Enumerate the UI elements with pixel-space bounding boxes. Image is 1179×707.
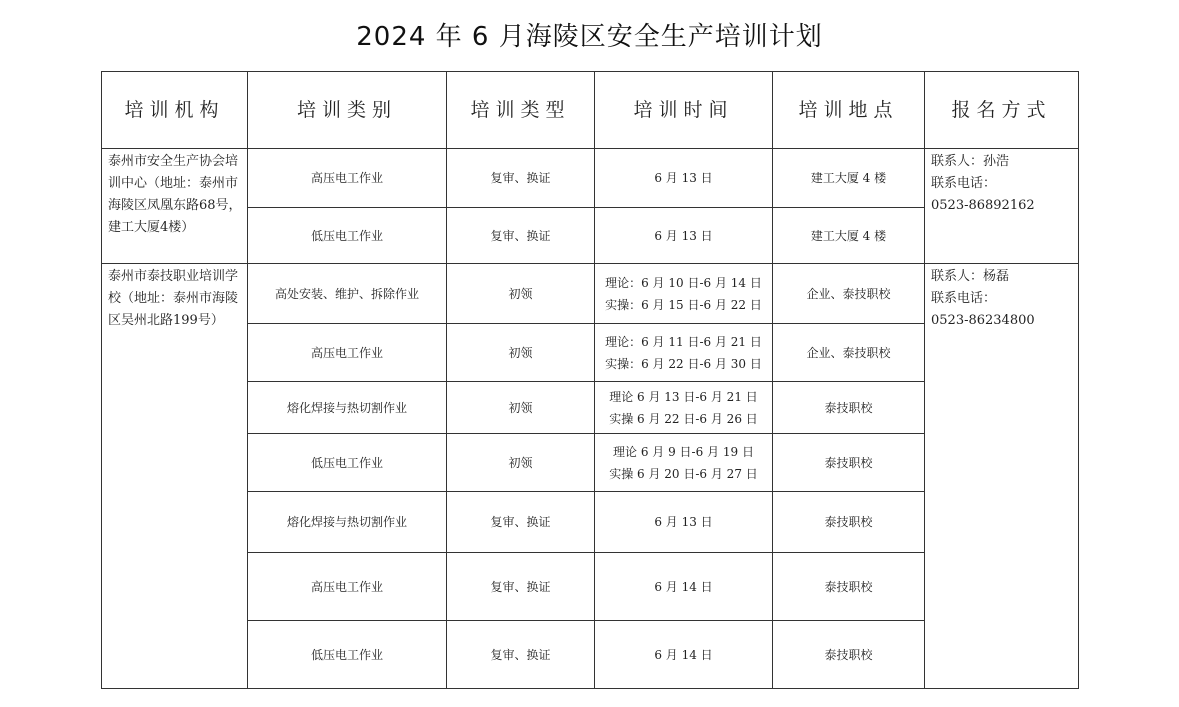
time-cell	[595, 208, 773, 264]
header-location: 培训地点	[773, 72, 925, 149]
contact-phone-label: 联系电话：	[931, 291, 997, 306]
time-cell	[595, 382, 773, 434]
time-line: 6 月 13 日	[654, 515, 713, 529]
institution-cell: 泰州市泰技职业培训学校（地址：泰州市海陵区吴州北路199号）	[102, 264, 248, 689]
table-header-row	[102, 72, 1079, 149]
type-cell: 初领	[447, 324, 595, 382]
header-institution: 培训机构	[102, 72, 248, 149]
time-cell	[595, 492, 773, 553]
location-cell: 建工大厦 4 楼	[773, 208, 925, 264]
time-line: 理论 6 月 9 日-6 月 19 日	[613, 444, 754, 459]
location-cell: 企业、泰技职校	[773, 264, 925, 324]
time-cell	[595, 324, 773, 382]
category-cell: 高压电工作业	[248, 324, 447, 382]
header-time: 培训时间	[595, 72, 773, 149]
time-line: 实操 6 月 20 日-6 月 27 日	[609, 466, 758, 481]
type-cell: 复审、换证	[447, 208, 595, 264]
location-cell: 企业、泰技职校	[773, 324, 925, 382]
institution-cell: 泰州市安全生产协会培训中心（地址：泰州市海陵区凤凰东路68号，建工大厦4楼）	[102, 149, 248, 264]
contact-person: 联系人：孙浩	[931, 154, 1010, 169]
registration-cell	[925, 149, 1079, 264]
time-line: 6 月 13 日	[654, 228, 713, 243]
type-cell: 初领	[447, 382, 595, 434]
type-cell: 初领	[447, 434, 595, 492]
time-line: 实操 6 月 22 日-6 月 26 日	[609, 411, 758, 426]
time-line: 理论：6 月 10 日-6 月 14 日	[605, 275, 762, 290]
time-line: 6 月 14 日	[654, 579, 713, 594]
location-cell: 泰技职校	[773, 621, 925, 689]
type-cell: 复审、换证	[447, 492, 595, 553]
type-cell: 复审、换证	[447, 621, 595, 689]
category-cell: 高压电工作业	[248, 149, 447, 208]
time-cell	[595, 264, 773, 324]
location-cell: 泰技职校	[773, 382, 925, 434]
time-line: 理论 6 月 13 日-6 月 21 日	[609, 389, 758, 404]
time-cell	[595, 553, 773, 621]
header-category: 培训类别	[248, 72, 447, 149]
registration-cell	[925, 264, 1079, 689]
type-cell: 初领	[447, 264, 595, 324]
contact-person: 联系人：杨磊	[931, 269, 1010, 284]
location-cell: 泰技职校	[773, 434, 925, 492]
category-cell: 熔化焊接与热切割作业	[248, 492, 447, 553]
category-cell: 低压电工作业	[248, 621, 447, 689]
type-cell: 复审、换证	[447, 149, 595, 208]
time-line: 理论：6 月 11 日-6 月 21 日	[605, 334, 762, 349]
header-registration: 报名方式	[925, 72, 1079, 149]
page-title: 2024 年 6 月海陵区安全生产培训计划	[356, 22, 823, 52]
training-plan-table	[101, 71, 1079, 689]
header-type: 培训类型	[447, 72, 595, 149]
time-line: 实操：6 月 15 日-6 月 22 日	[605, 297, 762, 312]
category-cell: 熔化焊接与热切割作业	[248, 382, 447, 434]
location-cell: 泰技职校	[773, 492, 925, 553]
location-cell: 建工大厦 4 楼	[773, 149, 925, 208]
contact-phone-label: 联系电话：	[931, 176, 997, 191]
category-cell: 高压电工作业	[248, 553, 447, 621]
time-cell	[595, 621, 773, 689]
time-cell	[595, 149, 773, 208]
time-line: 6 月 14 日	[654, 647, 713, 662]
time-line: 实操：6 月 22 日-6 月 30 日	[605, 356, 762, 371]
type-cell: 复审、换证	[447, 553, 595, 621]
category-cell: 高处安装、维护、拆除作业	[248, 264, 447, 324]
table-row	[102, 264, 1079, 324]
category-cell: 低压电工作业	[248, 208, 447, 264]
time-cell	[595, 434, 773, 492]
category-cell: 低压电工作业	[248, 434, 447, 492]
table-row	[102, 149, 1079, 208]
time-line: 6 月 13 日	[654, 171, 713, 185]
contact-phone: 0523-86892162	[931, 198, 1035, 213]
location-cell: 泰技职校	[773, 553, 925, 621]
contact-phone: 0523-86234800	[931, 313, 1035, 328]
